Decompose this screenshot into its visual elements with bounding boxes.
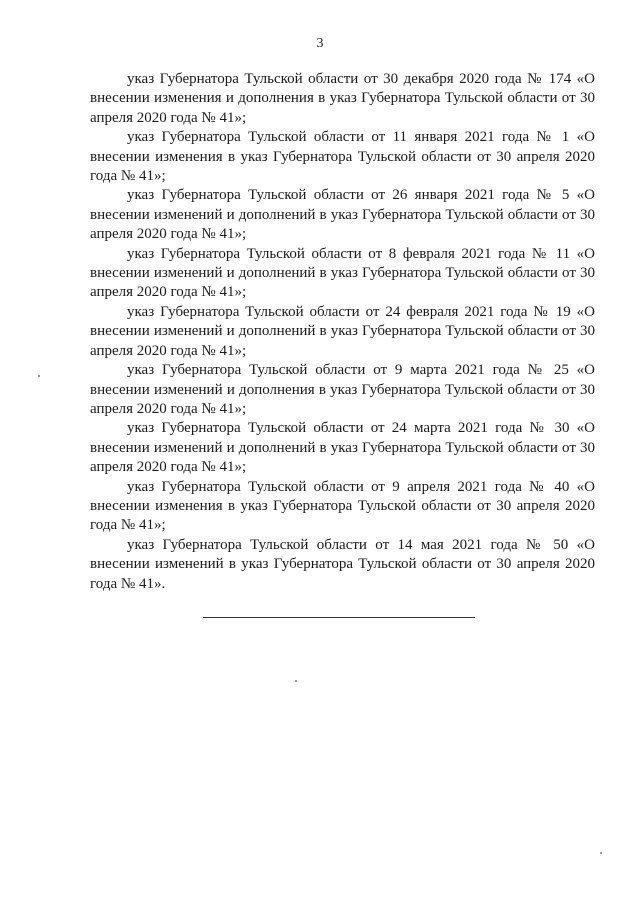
decree-paragraph-7: указ Губернатора Тульской области от 24 марта 2021 года № 30 «О внесении изменений и дополнений в указ Губернатора Тульской области от 30 апреля 2020 года № 41»;	[90, 420, 595, 476]
decree-paragraph-9: указ Губернатора Тульской области от 14 мая 2021 года № 50 «О внесении изменений в указ Губернатора Тульской области от 30 апреля 2020 года № 41».	[90, 536, 595, 592]
scan-speck	[295, 680, 297, 682]
document-body	[90, 70, 595, 594]
end-separator-line	[203, 617, 475, 618]
decree-paragraph-5: указ Губернатора Тульской области от 24 февраля 2021 года № 19 «О внесении изменений и дополнений в указ Губернатора Тульской области от 30 апреля 2020 года № 41»;	[90, 303, 595, 359]
decree-paragraph-8: указ Губернатора Тульской области от 9 апреля 2021 года № 40 «О внесении изменения в указ Губернатора Тульской области от 30 апреля 2020 года № 41»;	[90, 478, 595, 534]
scan-speck	[600, 852, 602, 854]
page-number: 3	[316, 36, 324, 51]
decree-paragraph-3: указ Губернатора Тульской области от 26 января 2021 года № 5 «О внесении изменений и дополнений в указ Губернатора Тульской области от 30 апреля 2020 года № 41»;	[90, 187, 595, 243]
decree-paragraph-1: указ Губернатора Тульской области от 30 декабря 2020 года № 174 «О внесении изменения и дополнения в указ Губернатора Тульской области от 30 апреля 2020 года № 41»;	[90, 71, 595, 126]
scan-speck	[38, 375, 40, 377]
decree-paragraph-4: указ Губернатора Тульской области от 8 февраля 2021 года № 11 «О внесении изменений и дополнений в указ Губернатора Тульской области от 30 апреля 2020 года № 41»;	[90, 245, 595, 301]
decree-paragraph-6: указ Губернатора Тульской области от 9 марта 2021 года № 25 «О внесении изменений и дополнения в указ Губернатора Тульской области от 30 апреля 2020 года № 41»;	[90, 362, 595, 417]
decree-paragraph-2: указ Губернатора Тульской области от 11 января 2021 года № 1 «О внесении изменения в указ Губернатора Тульской области от 30 апреля 2020 года № 41»;	[90, 129, 595, 185]
